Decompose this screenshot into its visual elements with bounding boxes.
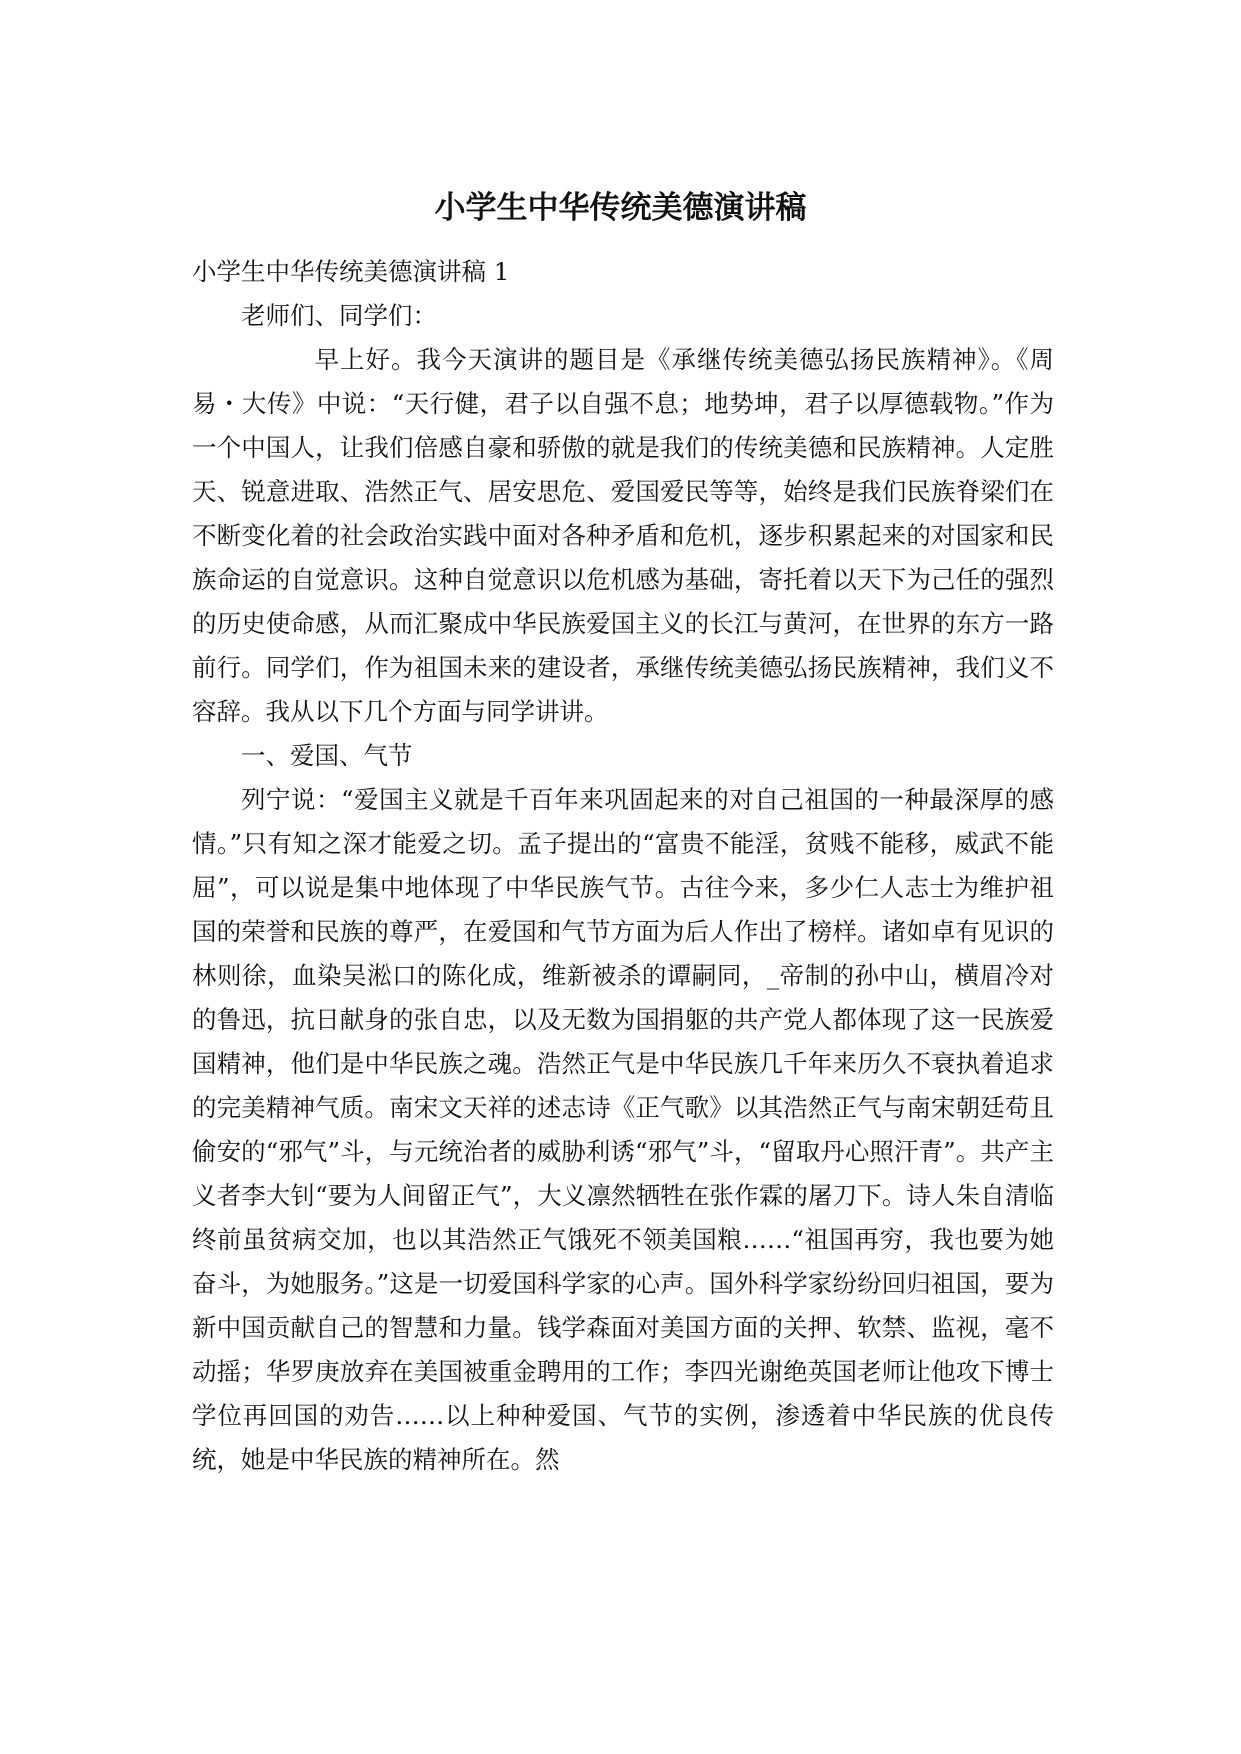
document-body	[192, 250, 1054, 1482]
document-title: 小学生中华传统美德演讲稿	[434, 190, 807, 226]
greeting: 老师们、同学们：	[241, 301, 437, 330]
document-subtitle: 小学生中华传统美德演讲稿 1	[192, 257, 510, 286]
paragraph-intro: 早上好。我今天演讲的题目是《承继传统美德弘扬民族精神》。《周易・大传》中说：“天行健，君子以自强不息；地势坤，君子以厚德载物。”作为一个中国人，让我们倍感自豪和骄傲的就是我们的传统美德和民族精神。人定胜天、锐意进取、浩然正气、居安思危、爱国爱民等等，始终是我们民族脊梁们在不断变化着的社会政治实践中面对各种矛盾和危机，逐步积累起来的对国家和民族命运的自觉意识。这种自觉意识以危机感为基础，寄托着以天下为己任的强烈的历史使命感，从而汇聚成中华民族爱国主义的长江与黄河，在世界的东方一路前行。同学们，作为祖国未来的建设者，承继传统美德弘扬民族精神，我们义不容辞。我从以下几个方面与同学讲讲。	[192, 345, 1054, 726]
section-heading-patriotism: 一、爱国、气节	[241, 741, 413, 770]
paragraph-patriotism: 列宁说：“爱国主义就是千百年来巩固起来的对自己祖国的一种最深厚的感情。”只有知之深才能爱之切。孟子提出的“富贵不能淫，贫贱不能移，威武不能屈”，可以说是集中地体现了中华民族气节。古往今来，多少仁人志士为维护祖国的荣誉和民族的尊严，在爱国和气节方面为后人作出了榜样。诸如卓有见识的林则徐，血染吴淞口的陈化成，维新被杀的谭嗣同，_帝制的孙中山，横眉冷对的鲁迅，抗日献身的张自忠，以及无数为国捐躯的共产党人都体现了这一民族爱国精神，他们是中华民族之魂。浩然正气是中华民族几千年来历久不衰执着追求的完美精神气质。南宋文天祥的述志诗《正气歌》以其浩然正气与南宋朝廷苟且偷安的“邪气”斗，与元统治者的威胁利诱“邪气”斗，“留取丹心照汗青”。共产主义者李大钊“要为人间留正气”，大义凛然牺牲在张作霖的屠刀下。诗人朱自清临终前虽贫病交加，也以其浩然正气饿死不领美国粮……“祖国再穷，我也要为她奋斗，为她服务。”这是一切爱国科学家的心声。国外科学家纷纷回归祖国，要为新中国贡献自己的智慧和力量。钱学森面对美国方面的关押、软禁、监视，毫不动摇；华罗庚放弃在美国被重金聘用的工作；李四光谢绝英国老师让他攻下博士学位再回国的劝告……以上种种爱国、气节的实例，渗透着中华民族的优良传统，她是中华民族的精神所在。然	[192, 785, 1054, 1474]
